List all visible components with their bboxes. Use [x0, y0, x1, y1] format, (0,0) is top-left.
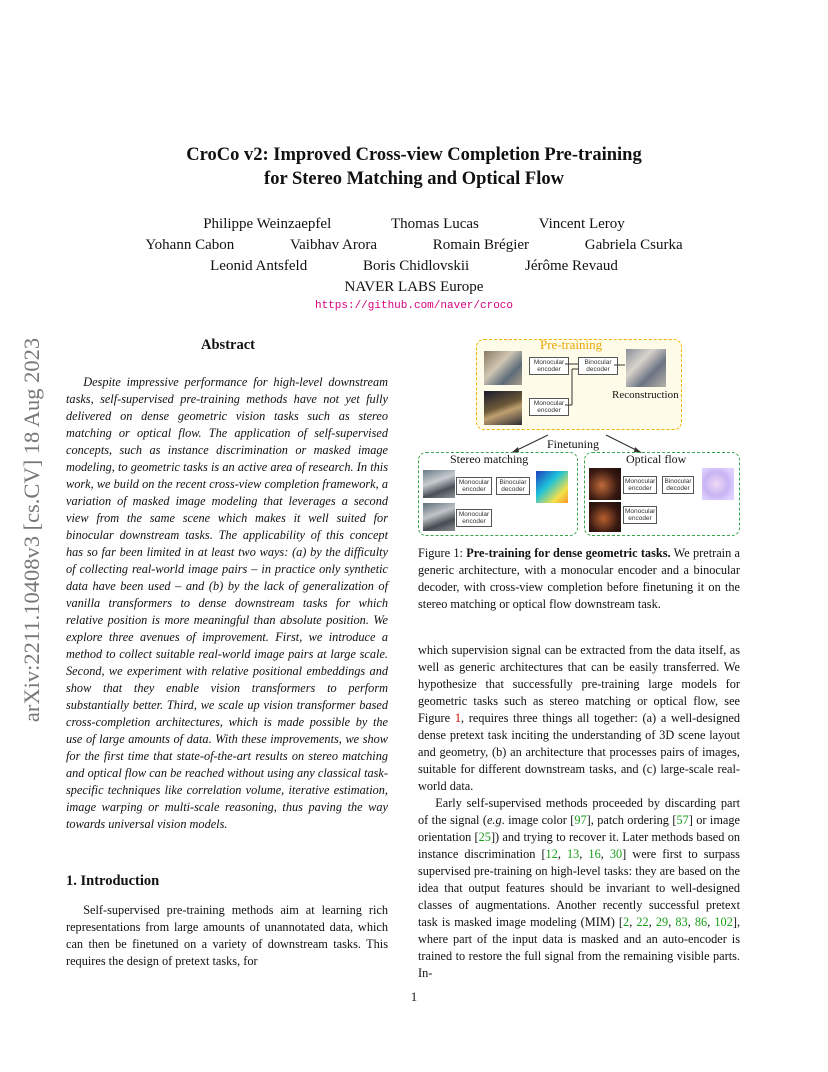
caption-text: We pretrain a generic architecture, with a monocular encoder and a binocular decoder, with cross-view completion before finetuning it on the stereo matching or optical flow downstream task.	[418, 546, 740, 611]
text-span: ,	[648, 915, 656, 929]
text-span: ,	[629, 915, 637, 929]
citation-link[interactable]: 25	[478, 830, 491, 844]
authors-row-2	[0, 237, 828, 254]
paragraph	[418, 642, 740, 795]
abstract-heading: Abstract	[201, 337, 255, 353]
stereo-left-image	[423, 470, 455, 498]
author: Philippe Weinzaepfel	[203, 216, 332, 232]
citation-link[interactable]: 30	[609, 847, 623, 861]
citation-link[interactable]: 12	[545, 847, 558, 861]
github-link[interactable]: https://github.com/naver/croco	[314, 300, 514, 312]
citation-link[interactable]: 86	[694, 915, 708, 929]
text-span: ] were first to surpass supervised pre-training on high-level tasks: they are based on the idea that output features should be invariant to well-designed classes of augmentations. Another recently successful pretext task is masked image modeling (MIM) [	[418, 847, 740, 929]
page-number: 1	[410, 990, 418, 1004]
text-span: e.g	[486, 813, 502, 827]
stereo-right-image	[423, 503, 455, 531]
authors-row-3	[0, 258, 828, 275]
binocular-decoder-box: Binocular decoder	[662, 476, 694, 494]
reconstruction-label: Reconstruction	[612, 389, 679, 401]
text-span: , requires three things all together: (a) a well-designed dense pretext task inciting the understanding of 3D scene layout and geometry, (b) an architecture that processes pairs of images, suitable for different downstream tasks, and (c) large-scale real-world data.	[418, 711, 740, 793]
finetuning-label: Finetuning	[547, 437, 600, 451]
arxiv-stamp	[14, 290, 50, 770]
flow-map-image	[702, 468, 734, 500]
figure-1	[418, 337, 740, 537]
title-line-2: for Stereo Matching and Optical Flow	[264, 169, 564, 189]
intro-heading: 1. Introduction	[66, 873, 160, 889]
citation-link[interactable]: 83	[675, 915, 688, 929]
author: Leonid Antsfeld	[210, 258, 308, 274]
text-span: ], where part of the input data is masked and an auto-encoder is trained to restore the full signal from the remaining visible parts. In-	[418, 915, 741, 980]
text-span: . image color [	[501, 813, 575, 827]
paper-title	[0, 143, 828, 191]
text-span: ,	[557, 847, 567, 861]
text-span: ,	[579, 847, 589, 861]
author: Boris Chidlovskii	[362, 258, 470, 274]
figure-caption	[418, 545, 740, 613]
citation-link[interactable]: 102	[714, 915, 733, 929]
citation-link[interactable]: 57	[676, 813, 689, 827]
author: Vincent Leroy	[538, 216, 625, 232]
pretraining-label: Pre-training	[540, 337, 603, 352]
flow-frame-1-image	[589, 468, 621, 500]
affiliation: NAVER LABS Europe	[344, 279, 484, 295]
monocular-encoder-box: Monocular encoder	[529, 357, 569, 375]
figure-ref-link[interactable]: 1	[454, 711, 461, 725]
text-span: ,	[687, 915, 695, 929]
text-span: ,	[707, 915, 715, 929]
author: Romain Brégier	[432, 237, 530, 253]
citation-link[interactable]: 97	[574, 813, 587, 827]
monocular-encoder-box: Monocular encoder	[456, 477, 492, 495]
citation-link[interactable]: 13	[566, 847, 580, 861]
author: Gabriela Csurka	[584, 237, 683, 253]
intro-body	[66, 902, 388, 970]
text-span: ,	[600, 847, 610, 861]
author: Thomas Lucas	[391, 216, 479, 232]
caption-title: Pre-training for dense geometric tasks.	[466, 546, 671, 560]
stereo-label: Stereo matching	[450, 452, 529, 466]
text-span: ] or image orientation [	[418, 813, 740, 844]
intro-text: Self-supervised pre-training methods aim at learning rich representations from large amounts of unannotated data, which can then be finetuned on a variety of downstream tasks. This requires the design of pretext tasks, for	[66, 903, 388, 968]
monocular-encoder-box: Monocular encoder	[625, 508, 656, 522]
monocular-encoder-box: Monocular encoder	[625, 478, 656, 492]
optical-flow-label: Optical flow	[626, 452, 687, 466]
arxiv-stamp-text: arXiv:2211.10408v3 [cs.CV] 18 Aug 2023	[19, 337, 44, 723]
citation-link[interactable]: 29	[655, 915, 669, 929]
author: Vaibhav Arora	[289, 237, 378, 253]
caption-prefix: Figure 1:	[418, 546, 463, 560]
monocular-encoder-box: Monocular encoder	[456, 509, 492, 527]
citation-link[interactable]: 2	[623, 915, 630, 929]
text-span: ]) and trying to recover it. Later methods based on instance discrimination [	[418, 830, 740, 861]
citation-link[interactable]: 22	[636, 915, 649, 929]
text-span: Early self-supervised methods proceeded by discarding part of the signal (	[418, 796, 740, 827]
text-span: which supervision signal can be extracted from the data itself, as well as generic architectures that can be easily transferred. We hypothesize that successfully pre-training large models for geometric tasks such as stereo matching or optical flow, see Figure	[418, 643, 740, 725]
abstract-text: Despite impressive performance for high-level downstream tasks, self-supervised pre-training methods have not yet fully delivered on dense geometric vision tasks such as stereo matching or optical flow. The application of self-supervised concepts, such as instance discrimination or masked image modeling, to geometric tasks is an active area of research. In this work, we build on the recent cross-view completion framework, a variation of masked image modeling that leverages a second view from the same scene which makes it well suited for binocular downstream tasks. The applicability of this concept has so far been limited in at least two ways: (a) by the difficulty of collecting real-world image pairs – in practice only synthetic data have been used – and (b) by the lack of generalization of vanilla transformers to dense downstream tasks for which relative position is more meaningful than absolute position. We explore three avenues of improvement. First, we introduce a method to collect suitable real-world image pairs at large scale. Second, we experiment with relative positional embeddings and show that they enable vision transformers to perform substantially better. Third, we scale up vision transformer based cross-completion architectures, which is made possible by the use of large amounts of data. With these improvements, we show for the first time that state-of-the-art results on stereo matching and optical flow can be reached without using any classical task-specific techniques like correlation volume, iterative estimation, image warping or multi-scale reasoning, thus paving the way towards universal vision models.	[66, 375, 388, 831]
binocular-decoder-box: Binocular decoder	[496, 477, 530, 495]
citation-link[interactable]: 16	[588, 847, 601, 861]
paragraph	[418, 795, 740, 982]
monocular-encoder-box: Monocular encoder	[529, 398, 569, 416]
author: Jérôme Revaud	[524, 258, 618, 274]
authors-row-1	[0, 216, 828, 233]
title-line-1: CroCo v2: Improved Cross-view Completion Pre-training	[186, 145, 642, 165]
binocular-decoder-box: Binocular decoder	[578, 357, 618, 375]
abstract-body	[66, 374, 388, 833]
author: Yohann Cabon	[145, 237, 235, 253]
flow-frame-2-image	[589, 502, 621, 532]
disparity-map-image	[536, 471, 568, 503]
right-column-body	[418, 642, 740, 982]
text-span: ], patch ordering [	[586, 813, 677, 827]
text-span: ,	[668, 915, 676, 929]
